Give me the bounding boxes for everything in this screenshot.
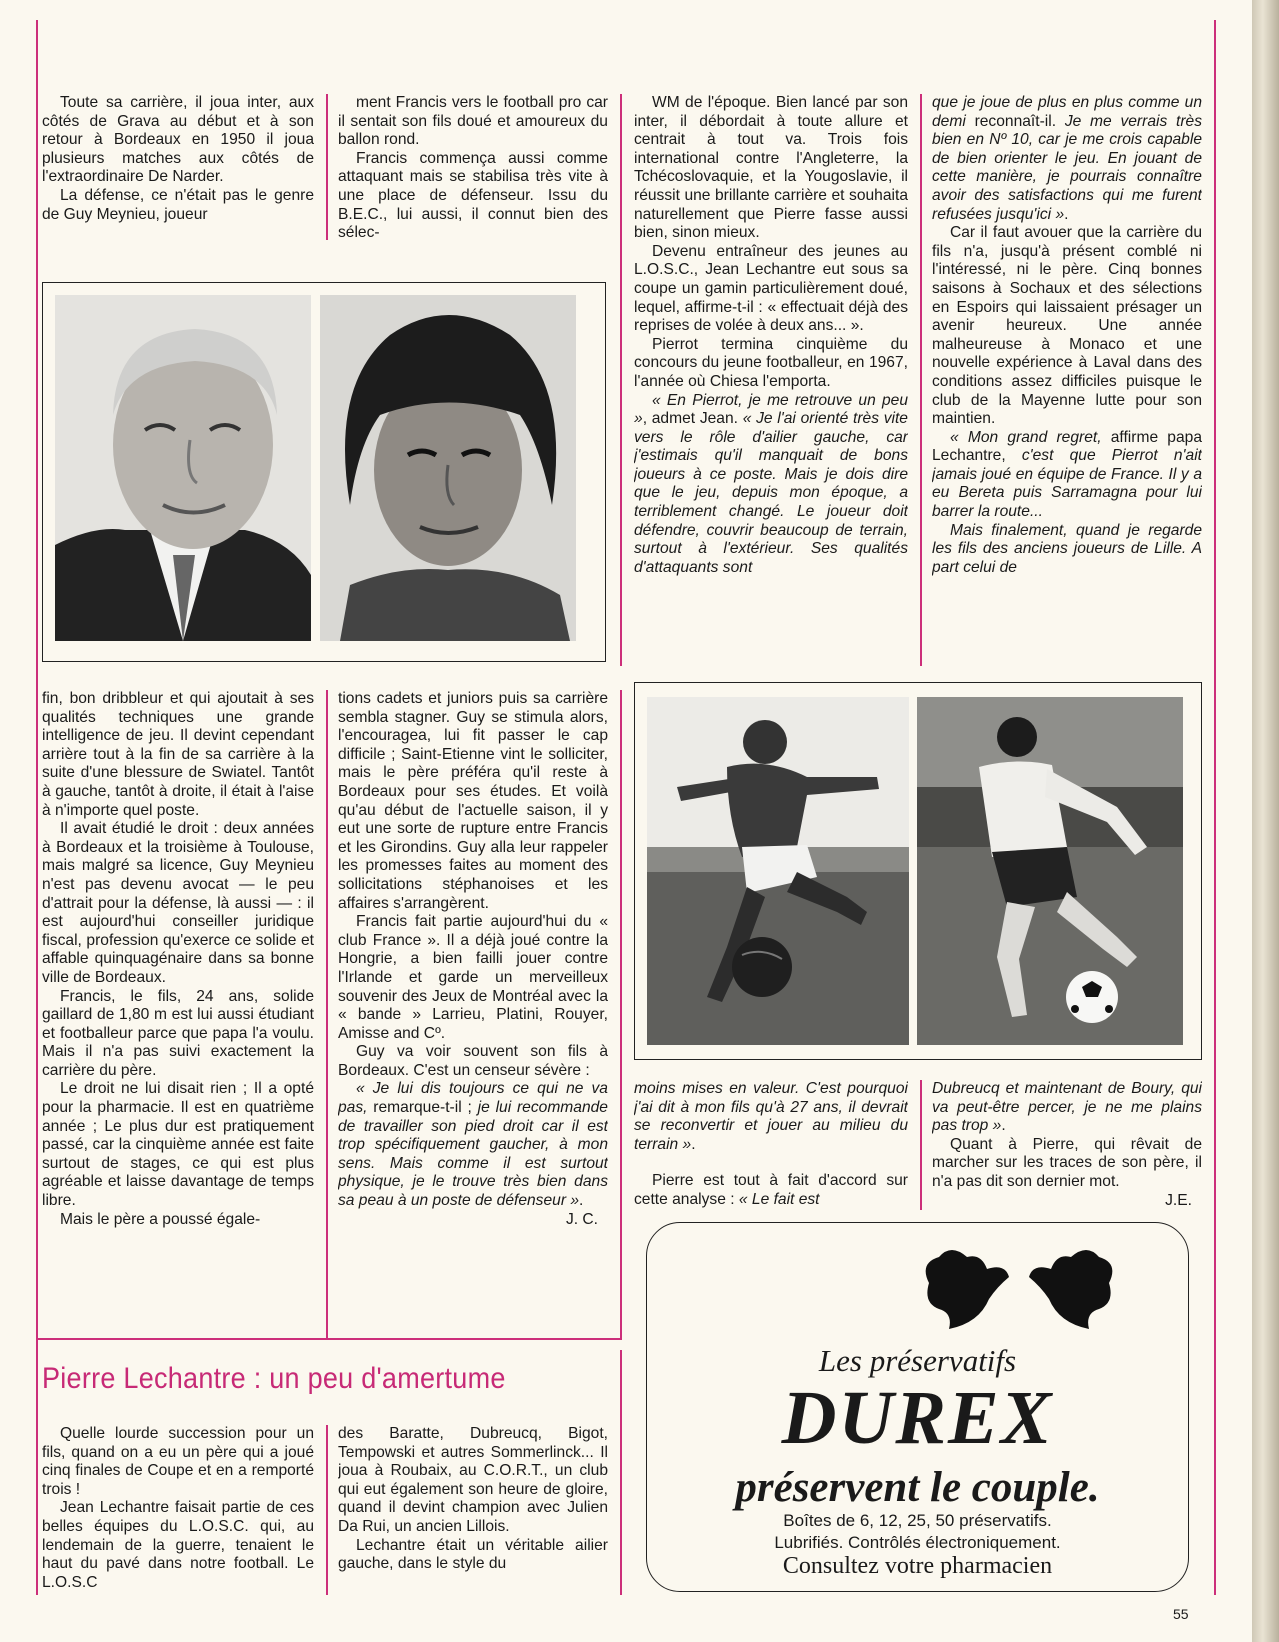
- ad-line-boxes: Boîtes de 6, 12, 25, 50 préservatifs.: [783, 1511, 1052, 1530]
- column-2-middle: [338, 690, 608, 1340]
- photo-francis-meynieu: [320, 295, 576, 641]
- quote-attribution: affirme papa Lechantre,: [932, 428, 1202, 465]
- paragraph: La défense, ce n'était pas le genre de Guy Meynieu, joueur: [42, 186, 314, 223]
- ad-brand: DUREX: [781, 1376, 1054, 1460]
- photo-jean-lechantre-kicking: [647, 697, 909, 1045]
- paragraph: [932, 429, 1202, 522]
- quote-text: « Le fait est: [738, 1190, 820, 1208]
- paragraph: Car il faut avouer que la carrière du fils n'a, jusqu'à présent comblé ni l'intéressé, ni le père. Cinq bonnes saisons à Sochaux et des sélections en Espoirs qui laissaient présager un avenir heureux. Une année malheureuse à Monaco et une nouvelle expérience à Laval dans des conditions assez difficiles puisque le club de la Mayenne lutte pour son maintien.: [932, 224, 1202, 428]
- column-3-top: [634, 94, 908, 664]
- quote-attribution: reconnaît-il.: [965, 112, 1065, 130]
- photo-guy-meynieu: [55, 295, 311, 641]
- photo-pierre-lechantre-kicking: [917, 697, 1183, 1045]
- column-1-bottom: [42, 1425, 314, 1595]
- column-1-top: [42, 94, 314, 244]
- quote-text: je lui recommande de travailler son pied droit car il est trop spécifiquement gaucher, à mon sens. Mais comme il est surtout physique, je le trouve très bien dans sa peau à un poste de défenseur »: [338, 1099, 608, 1210]
- quote-text: « Mon grand regret,: [950, 428, 1102, 446]
- paragraph: Quant à Pierre, qui rêvait de marcher sur les traces de son père, il n'a pas dit son dernier mot.: [932, 1135, 1202, 1190]
- quote-text: « Je l'ai orienté très vite vers le rôle d'ailier gauche, car j'estimais qu'il manquait de bons joueurs à ce poste. Mais je dois dire que le jeu, depuis mon époque, a terriblement changé. Le joueur doit défendre, couvrir beaucoup de terrain, surtout à l'extérieur. Ses qualités d'attaquants sont: [634, 410, 908, 576]
- quote-attribution: , admet Jean.: [642, 410, 743, 428]
- paragraph: Francis fait partie aujourd'hui du « club France ». Il a déjà joué contre la Hongrie, a bien failli jouer contre l'Irlande et garde un merveilleux souvenir des Jeux de Montréal avec la « bande » Larrieu, Platini, Rouyer, Amisse and Cº.: [338, 913, 608, 1042]
- column-rule: [620, 94, 622, 666]
- doves-logo-icon: [909, 1243, 1129, 1339]
- punctuation: .: [579, 1192, 584, 1210]
- quote-text: Dubreucq et maintenant de Boury, qui va peut-être percer, je ne me plains pas trop »: [932, 1080, 1202, 1135]
- paragraph: WM de l'époque. Bien lancé par son inter, il débordait à toute allure et centrait à tout va. Trois fois international contre l'Angleterre, la Tchécoslovaquie, et la Yougoslavie, il réussit une brillante carrière et souhaita naturellement que Pierre fasse aussi bien, sinon mieux.: [634, 94, 908, 242]
- article-headline: Pierre Lechantre : un peu d'amertume: [42, 1362, 506, 1395]
- paragraph: Quelle lourde succession pour un fils, quand on a eu un père qui a joué cinq finales de Coupe et en a remporté trois !: [42, 1425, 314, 1498]
- paragraph: Mais le père a poussé égale-: [60, 1210, 261, 1228]
- punctuation: .: [1064, 205, 1069, 223]
- ad-consult: Consultez votre pharmacien: [782, 1553, 1053, 1579]
- ad-line-lubricated: Lubrifiés. Contrôlés électroniquement.: [774, 1533, 1061, 1552]
- paragraph: Pierrot termina cinquième du concours du jeune footballeur, en 1967, l'année où Chiesa l'emporta.: [634, 335, 908, 390]
- ad-slogan: préservent le couple.: [735, 1464, 1100, 1511]
- quote-text: moins mises en valeur. C'est pourquoi j'ai dit à mon fils qu'à 27 ans, il devrait se reconvertir et jouer au milieu du terrain »: [634, 1080, 908, 1153]
- column-rule: [920, 94, 922, 666]
- quote-attribution: remarque-t-il ;: [367, 1099, 478, 1117]
- paragraph: Toute sa carrière, il joua inter, aux côtés de Grava au début et à son retour à Bordeaux en 1950 il joua plusieurs matches aux côtés de l'extraordinaire De Narder.: [42, 94, 314, 186]
- paragraph: [932, 1080, 1202, 1136]
- quote-text: c'est que Pierrot n'ait jamais joué en équipe de France. Il y a eu Bereta puis Sarramagna pour lui barrer la route...: [932, 447, 1202, 521]
- paragraph: des Baratte, Dubreucq, Bigot, Tempowski et autres Sommerlinck... Il joua à Roubaix, au C.O.R.T., un club qui eut également son heure de gloire, quand il devint champion avec Julien Da Rui, un ancien Lillois.: [338, 1425, 608, 1535]
- durex-advertisement: [646, 1222, 1189, 1592]
- photo-frame-meynieu: [42, 282, 606, 662]
- punctuation: .: [691, 1135, 696, 1153]
- column-rule: [326, 94, 328, 240]
- paragraph: Lechantre était un véritable ailier gauche, dans le style du: [338, 1536, 608, 1573]
- quote-text: « Je lui dis toujours ce qui ne va pas,: [338, 1080, 608, 1117]
- paragraph: Mais finalement, quand je regarde les fils des anciens joueurs de Lille. A part celui de: [932, 521, 1202, 576]
- paragraph: [338, 1080, 608, 1210]
- quote-text: Je me verrais très bien en Nº 10, car je me crois capable de bien orienter le jeu. En jouant de cette manière, je pourrais connaître avoir des satisfactions qui me furent refusées jusqu'ici »: [932, 112, 1202, 223]
- left-margin-rule: [36, 20, 38, 1595]
- punctuation: .: [1001, 1117, 1006, 1135]
- signature-je: J.E.: [1165, 1191, 1192, 1209]
- photo-frame-lechantre: [634, 682, 1202, 1060]
- column-3-lower: [634, 1080, 908, 1210]
- column-4-lower: [932, 1080, 1202, 1210]
- column-rule: [620, 1350, 622, 1595]
- paragraph-text: Pierre est tout à fait d'accord sur cette analyse :: [634, 1172, 908, 1208]
- column-rule: [620, 690, 622, 1338]
- paragraph: ment Francis vers le football pro car il sentait son fils doué et amoureux du ballon rond.: [338, 94, 608, 149]
- quote-text: que je joue de plus en plus comme un demi: [932, 94, 1202, 130]
- paragraph: [634, 1080, 908, 1154]
- paragraph: tions cadets et juniors puis sa carrière sembla stagner. Guy se stimula alors, l'encouragea, lui fit passer le cap difficile ; Saint-Etienne vint le solliciter, mais le père préféra qu'il reste à Bordeaux pour ses études. Et voilà qu'au début de l'actuelle saison, il y eut une sorte de rupture entre Francis et les Girondins. Guy alla leur rappeler les promesses faites au moment des sollicitations stéphanoises et les affaires s'arrangèrent.: [338, 690, 608, 912]
- quote-text: « En Pierrot, je me retrouve un peu »: [634, 391, 908, 428]
- column-rule: [326, 1425, 328, 1595]
- column-4-top: [932, 94, 1202, 664]
- paragraph: [634, 1172, 908, 1209]
- page-edge: [1252, 0, 1279, 1642]
- right-margin-rule: [1214, 20, 1216, 1595]
- paragraph: [634, 392, 908, 578]
- paragraph: Devenu entraîneur des jeunes au L.O.S.C., Jean Lechantre eut sous sa coupe un gamin particulièrement doué, lequel, affirme-t-il : « effectuait déjà des reprises de volée à deux ans... ».: [634, 242, 908, 335]
- signature-jc: J. C.: [565, 1210, 598, 1228]
- paragraph: fin, bon dribbleur et qui ajoutait à ses qualités techniques une grande intelligence de jeu. Il devint cependant arrière tout à la fin de sa carrière à la suite d'une blessure de Swiatel. Tantôt à gauche, tantôt à droite, il était à l'aise à n'importe quel poste.: [42, 690, 314, 819]
- column-2-bottom: [338, 1425, 608, 1595]
- paragraph: Guy va voir souvent son fils à Bordeaux. C'est un censeur sévère :: [338, 1043, 608, 1079]
- column-rule: [326, 690, 328, 1338]
- paragraph: Francis, le fils, 24 ans, solide gaillard de 1,80 m est lui aussi étudiant et footballeur parce que papa l'a voulu. Mais il n'a pas suivi exactement la carrière du père.: [42, 987, 314, 1079]
- paragraph: Jean Lechantre faisait partie de ces belles équipes du L.O.S.C. qui, au lendemain de la guerre, tenaient le haut du pavé dans notre football. Le L.O.S.C: [42, 1499, 314, 1591]
- page-number: 55: [1173, 1606, 1189, 1622]
- column-rule: [920, 1080, 922, 1210]
- paragraph: Il avait étudié le droit : deux années à Bordeaux et la troisième à Toulouse, mais malgré sa licence, Guy Meynieu n'est pas devenu avocat — le peu d'attrait pour la défense, là aussi — : il est aujourd'hui conseiller juridique fiscal, profession qu'exerce ce solide et affable quinquagénaire dans sa bonne ville de Bordeaux.: [42, 820, 314, 986]
- column-2-top: [338, 94, 608, 244]
- paragraph: Le droit ne lui disait rien ; Il a opté pour la pharmacie. Il est en quatrième année ; Le plus dur est pratiquement passé, car la cinquième année est faite surtout de stages, ce qui est plus agréable et laisse davantage de temps libre.: [42, 1080, 314, 1210]
- paragraph: [932, 94, 1202, 224]
- ad-title: Les préservatifs: [818, 1343, 1017, 1378]
- paragraph: Francis commença aussi comme attaquant mais se stabilisa très vite à une place de défenseur. Issu du B.E.C., lui aussi, il connut bien des sélec-: [338, 149, 608, 242]
- column-1-middle: [42, 690, 314, 1340]
